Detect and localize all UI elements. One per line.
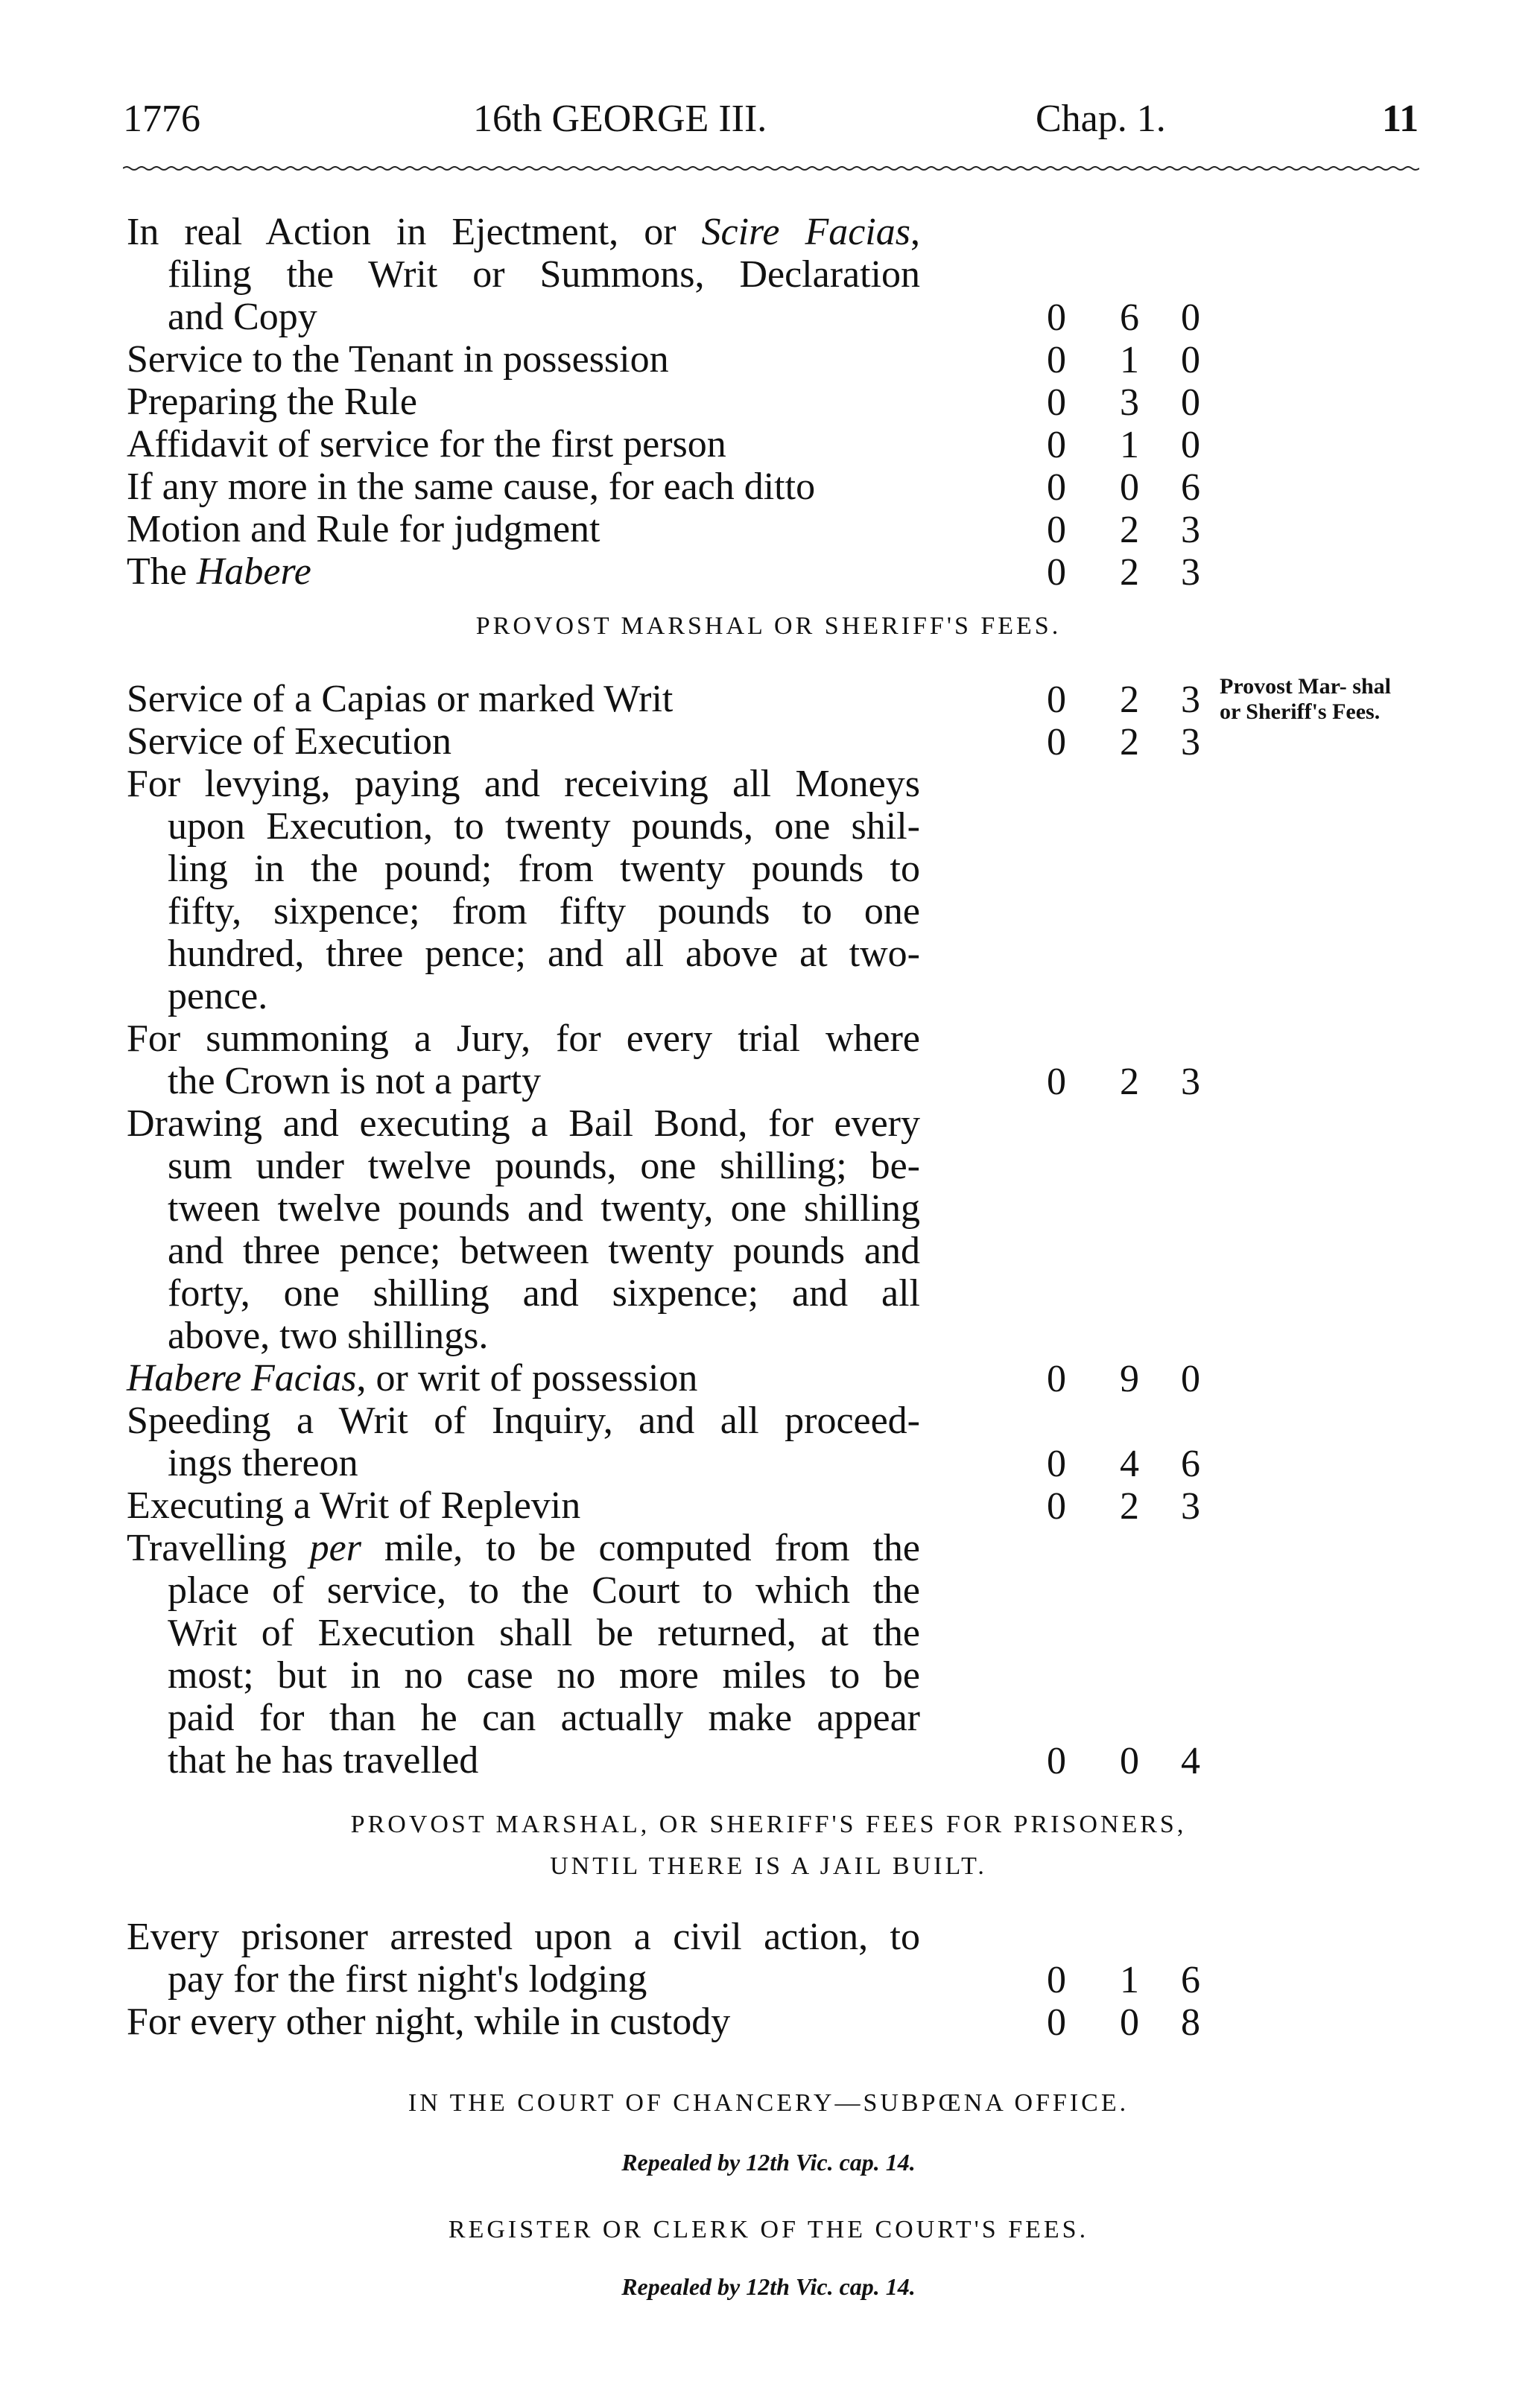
fee-pounds: 0 xyxy=(1047,1959,1066,2001)
fee-entry-line: pence. xyxy=(168,975,268,1017)
section-heading-provost: PROVOST MARSHAL OR SHERIFF'S FEES. xyxy=(475,612,1062,640)
fee-entry xyxy=(127,720,946,763)
fee-pence: 4 xyxy=(1181,1740,1200,1782)
section-heading-prisoners xyxy=(0,1804,1537,1887)
register-repealed-note: Repealed by 12th Vic. cap. 14. xyxy=(621,2273,916,2300)
fee-pence: 6 xyxy=(1181,1443,1200,1485)
fee-entry-line: that he has travelled xyxy=(168,1739,479,1782)
fee-entry-line: Service of Execution xyxy=(127,720,452,763)
header-year: 1776 xyxy=(123,98,200,140)
fee-entry-line: pay for the first night's lodging xyxy=(168,1958,647,2001)
fee-entry xyxy=(127,2001,946,2043)
fee-entry-line: Executing a Writ of Replevin xyxy=(127,1484,581,1527)
fee-entry-line: Affidavit of service for the first person xyxy=(127,423,726,466)
fee-pounds: 0 xyxy=(1047,339,1066,381)
header-wavy-rule xyxy=(123,165,1419,171)
fee-pounds: 0 xyxy=(1047,1443,1066,1485)
fee-entry-line: Drawing and executing a Bail Bond, for every xyxy=(127,1102,920,1145)
fee-entry-line: and three pence; between twenty pounds and xyxy=(168,1230,920,1272)
fee-shillings: 4 xyxy=(1120,1443,1139,1485)
fee-pounds: 0 xyxy=(1047,1740,1066,1782)
fee-entry-line: Travelling per mile, to be computed from the xyxy=(127,1527,920,1569)
fee-entry xyxy=(127,338,946,381)
fee-entry-line: filing the Writ or Summons, Declaration xyxy=(168,253,920,296)
fee-entry-line: Every prisoner arrested upon a civil action, to xyxy=(127,1916,920,1958)
fee-entry xyxy=(127,508,946,550)
fee-entry-line: The Habere xyxy=(127,550,311,593)
fee-pounds: 0 xyxy=(1047,296,1066,339)
fee-pounds: 0 xyxy=(1047,551,1066,594)
fee-entry-line: If any more in the same cause, for each ditto xyxy=(127,466,816,508)
fee-pence: 3 xyxy=(1181,721,1200,763)
fee-entry-line: Motion and Rule for judgment xyxy=(127,508,600,550)
fee-pence: 0 xyxy=(1181,296,1200,339)
fee-entry-line: hundred, three pence; and all above at two- xyxy=(168,933,920,975)
fee-shillings: 2 xyxy=(1120,551,1139,594)
fee-entry xyxy=(127,211,946,338)
fee-pence: 3 xyxy=(1181,1485,1200,1528)
fee-entry-line: For every other night, while in custody xyxy=(127,2001,731,2043)
fee-amount xyxy=(1042,2001,1205,2043)
section-heading-register: REGISTER OR CLERK OF THE COURT'S FEES. xyxy=(448,2216,1089,2243)
fee-pence: 3 xyxy=(1181,509,1200,551)
fee-shillings: 3 xyxy=(1120,381,1139,424)
fee-entry xyxy=(127,1017,946,1102)
fee-amount xyxy=(1042,720,1205,763)
fee-entry-line: ling in the pound; from twenty pounds to xyxy=(168,848,920,890)
section-heading-chancery: IN THE COURT OF CHANCERY—SUBPŒNA OFFICE. xyxy=(408,2089,1129,2117)
fee-entry-line: Writ of Execution shall be returned, at the xyxy=(168,1612,920,1654)
fee-pence: 0 xyxy=(1181,1358,1200,1400)
fee-shillings: 6 xyxy=(1120,296,1139,339)
fee-entry-line: Habere Facias, or writ of possession xyxy=(127,1357,698,1400)
fee-shillings: 9 xyxy=(1120,1358,1139,1400)
section-heading-prisoners-line-1: PROVOST MARSHAL, OR SHERIFF'S FEES FOR PRISONERS, xyxy=(350,1811,1187,1838)
fee-entry-line: forty, one shilling and sixpence; and all xyxy=(168,1272,920,1315)
fee-entry xyxy=(127,1916,946,2001)
fee-entry xyxy=(127,763,946,1017)
fee-amount xyxy=(1042,1442,1205,1484)
fee-pence: 8 xyxy=(1181,2001,1200,2044)
fee-pence: 0 xyxy=(1181,424,1200,466)
fee-amount xyxy=(1042,423,1205,466)
fee-shillings: 0 xyxy=(1120,2001,1139,2044)
fee-entry-line: Service of a Capias or marked Writ xyxy=(127,678,674,720)
fee-shillings: 1 xyxy=(1120,1959,1139,2001)
fee-shillings: 1 xyxy=(1120,339,1139,381)
fee-pounds: 0 xyxy=(1047,679,1066,721)
fee-entry-line: the Crown is not a party xyxy=(168,1060,542,1102)
fee-shillings: 2 xyxy=(1120,679,1139,721)
fee-entry-line: ings thereon xyxy=(168,1442,358,1484)
fee-entry xyxy=(127,1357,946,1400)
fee-amount xyxy=(1042,466,1205,508)
fee-entry xyxy=(127,466,946,508)
fee-entry-line: above, two shillings. xyxy=(168,1315,489,1357)
margin-note: Provost Mar- shal or Sheriff's Fees. xyxy=(1220,674,1391,724)
fee-pounds: 0 xyxy=(1047,424,1066,466)
fee-shillings: 2 xyxy=(1120,1485,1139,1528)
fee-entry-line: fifty, sixpence; from fifty pounds to one xyxy=(168,890,920,933)
fee-entry-line: place of service, to the Court to which the xyxy=(168,1569,920,1612)
header-chapter: Chap. 1. xyxy=(1036,98,1166,140)
fee-shillings: 2 xyxy=(1120,721,1139,763)
fee-amount xyxy=(1042,678,1205,720)
fee-amount xyxy=(1042,1357,1205,1400)
fee-amount xyxy=(1042,508,1205,550)
fee-amount xyxy=(1042,338,1205,381)
fee-entry xyxy=(127,1484,946,1527)
fee-entry-line: most; but in no case no more miles to be xyxy=(168,1654,920,1697)
fee-entry-line: sum under twelve pounds, one shilling; be- xyxy=(168,1145,920,1187)
fee-entry xyxy=(127,423,946,466)
fee-pounds: 0 xyxy=(1047,1358,1066,1400)
fee-pounds: 0 xyxy=(1047,466,1066,509)
fee-entry-line: Service to the Tenant in possession xyxy=(127,338,669,381)
running-header xyxy=(123,97,1427,156)
fee-entry xyxy=(127,678,946,720)
fee-pence: 3 xyxy=(1181,1061,1200,1103)
fee-entry xyxy=(127,1527,946,1782)
fee-entry-line: upon Execution, to twenty pounds, one shil- xyxy=(168,805,920,848)
fee-entry-line: Speeding a Writ of Inquiry, and all proceed- xyxy=(127,1400,920,1442)
fee-pence: 6 xyxy=(1181,1959,1200,2001)
page-number: 11 xyxy=(1382,98,1419,140)
fee-amount xyxy=(1042,1739,1205,1782)
fee-pence: 0 xyxy=(1181,339,1200,381)
section-heading-prisoners-line-2: UNTIL THERE IS A JAIL BUILT. xyxy=(550,1852,987,1880)
fee-shillings: 2 xyxy=(1120,509,1139,551)
fee-entry-line: tween twelve pounds and twenty, one shilling xyxy=(168,1187,920,1230)
fee-pence: 3 xyxy=(1181,679,1200,721)
header-title: 16th GEORGE III. xyxy=(473,98,767,140)
fee-pence: 6 xyxy=(1181,466,1200,509)
fee-amount xyxy=(1042,1060,1205,1102)
fee-amount xyxy=(1042,1484,1205,1527)
fee-pounds: 0 xyxy=(1047,1061,1066,1103)
fee-entry-line: paid for than he can actually make appear xyxy=(168,1697,920,1739)
fee-entry xyxy=(127,1400,946,1484)
fee-shillings: 0 xyxy=(1120,1740,1139,1782)
fee-pence: 0 xyxy=(1181,381,1200,424)
fee-amount xyxy=(1042,296,1205,338)
fee-pounds: 0 xyxy=(1047,1485,1066,1528)
fee-entry xyxy=(127,1102,946,1357)
fee-entry-line: In real Action in Ejectment, or Scire Facias, xyxy=(127,211,920,253)
fee-entry xyxy=(127,381,946,423)
fee-pence: 3 xyxy=(1181,551,1200,594)
fee-entry-line: For summoning a Jury, for every trial where xyxy=(127,1017,920,1060)
fee-entry-line: For levying, paying and receiving all Moneys xyxy=(127,763,920,805)
fee-amount xyxy=(1042,550,1205,593)
fee-amount xyxy=(1042,1958,1205,2001)
chancery-repealed-note: Repealed by 12th Vic. cap. 14. xyxy=(621,2149,916,2176)
fee-shillings: 0 xyxy=(1120,466,1139,509)
fee-pounds: 0 xyxy=(1047,721,1066,763)
fee-entry-line: and Copy xyxy=(168,296,317,338)
fee-entry-line: Preparing the Rule xyxy=(127,381,417,423)
fee-amount xyxy=(1042,381,1205,423)
fee-shillings: 2 xyxy=(1120,1061,1139,1103)
fee-shillings: 1 xyxy=(1120,424,1139,466)
fee-pounds: 0 xyxy=(1047,2001,1066,2044)
fee-pounds: 0 xyxy=(1047,509,1066,551)
fee-entry xyxy=(127,550,946,593)
fee-pounds: 0 xyxy=(1047,381,1066,424)
